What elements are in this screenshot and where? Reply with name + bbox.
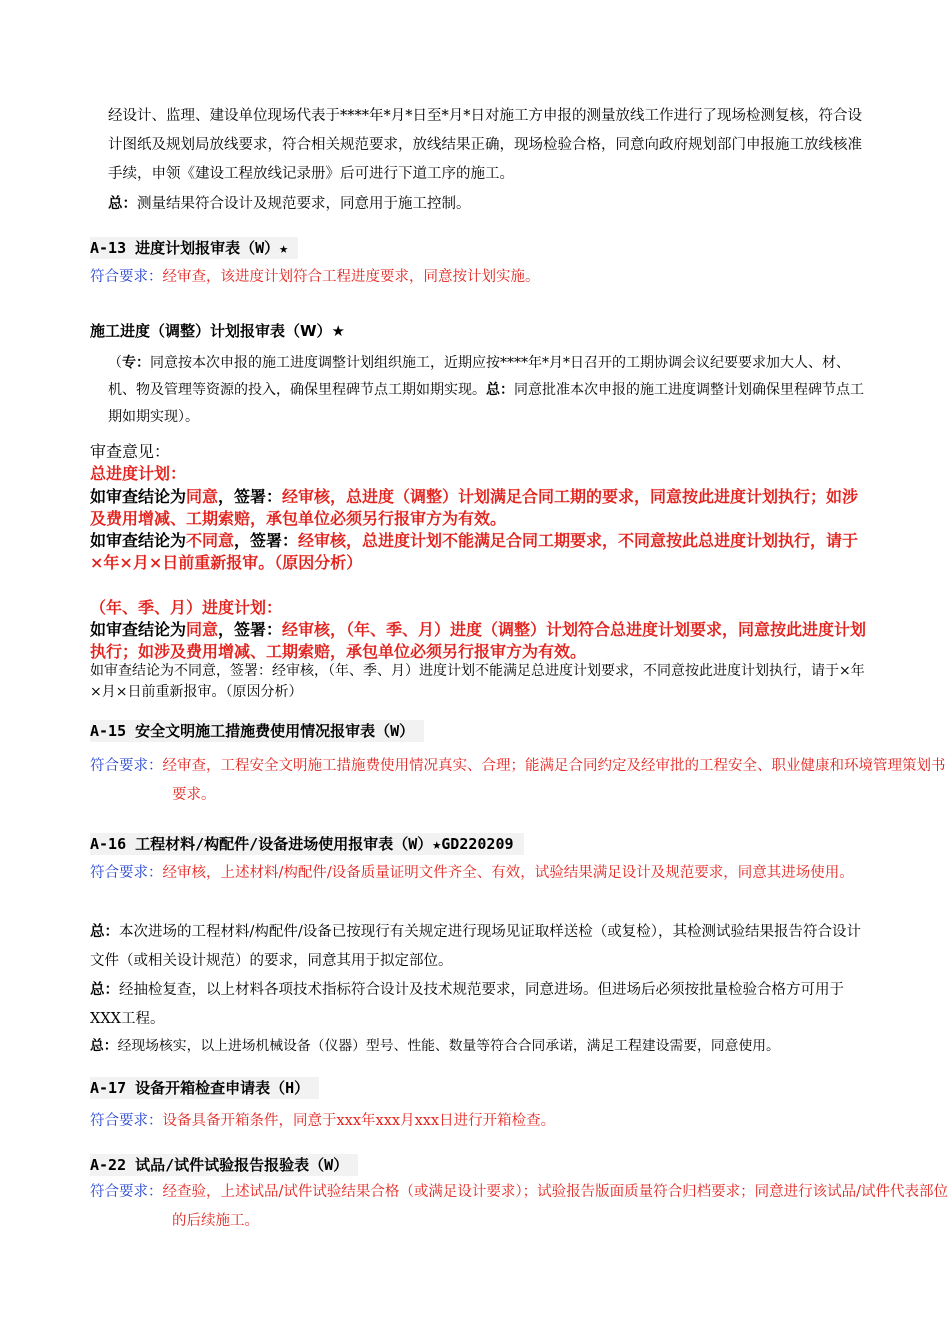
a16-chief-3: 总：经现场核实，以上进场机械设备（仪器）型号、性能、数量等符合合同承诺，满足工程建设需要，同意使用。 [90,1038,780,1054]
adjust-paragraph: （专：同意按本次申报的施工进度调整计划组织施工，近期应按****年*月*日召开的工期协调会议纪要要求加大人、材、机、物及管理等资源的投入，确保里程碑节点工期如期实现。总：同意批准本次申报的施工进度调整计划确保里程碑节点工期如期实现）。 [108,355,864,425]
chief-text: 同意批准本次申报的施工进度调整计划确保里程碑节点工期如期实现）。 [108,382,864,425]
period-agree: 如审查结论为同意，签署：经审核，（年、季、月）进度（调整）计划符合总进度计划要求，同意按此进度计划执行；如涉及费用增减、工期索赔，承包单位必须另行报审方为有效。 [90,620,867,661]
section-a16 [90,833,870,855]
a15-requirement [90,752,950,810]
section-adjust [90,320,870,342]
a16-chief-1: 总：本次进场的工程材料/构配件/设备已按现行有关规定进行现场见证取样送检（或复检），其检测试验结果报告符合设计文件（或相关设计规范）的要求，同意其用于拟定部位。 [90,923,862,969]
a16-requirement [90,859,950,888]
section-title: A-22 试品/试件试验报告报验表（W） [90,1154,358,1176]
survey-text: 经设计、监理、建设单位现场代表于****年*月*日至*月*日对施工方申报的测量放线工作进行了现场检测复核，符合设计图纸及规划局放线要求，符合相关规范要求，放线结果正确，现场检验合格，同意向政府规划部门申报施工放线核准手续，申领《建设工程放线记录册》后可进行下道工序的施工。 [108,108,862,182]
req-label: 符合要求： [90,269,163,285]
review-heading: 审查意见： [90,442,171,461]
chief-label: 总： [108,195,137,212]
total-plan-heading: 总进度计划： [90,464,187,483]
section-title: A-16 工程材料/构配件/设备进场使用报审表（W）★GD220209 [90,833,524,855]
a17-requirement [90,1107,870,1136]
req-text: 经审核，上述材料/构配件/设备质量证明文件齐全、有效，试验结果满足设计及规范要求，同意其进场使用。 [162,865,854,881]
period-plan-heading: （年、季、月）进度计划： [90,598,283,617]
total-agree: 如审查结论为同意，签署：经审核，总进度（调整）计划满足合同工期的要求，同意按此进度计划执行；如涉及费用增减、工期索赔，承包单位必须另行报审方为有效。 [90,487,859,528]
section-title: 施工进度（调整）计划报审表（W）★ [90,322,345,340]
req-text: 设备具备开箱条件，同意于xxx年xxx月xxx日进行开箱检查。 [162,1113,556,1129]
req-label: 符合要求： [90,865,163,881]
specialist-label: 专： [122,355,150,371]
section-title: A-13 进度计划报审表（W）★ [90,237,298,259]
survey-paragraph [108,102,868,189]
section-a22 [90,1154,870,1176]
req-label: 符合要求： [90,1184,163,1200]
specialist-text: 同意按本次申报的施工进度调整计划组织施工，近期应按****年*月*日召开的工期协调会议纪要要求加大人、材、机、物及管理等资源的投入，确保里程碑节点工期如期实现。 [108,355,850,398]
section-a13 [90,237,870,259]
chief-label: 总： [486,382,514,398]
req-label: 符合要求： [90,1113,163,1129]
survey-chief-line [108,189,868,219]
total-disagree: 如审查结论为不同意，签署：经审核，总进度计划不能满足合同工期要求，不同意按此总进度计划执行，请于×年×月×日前重新报审。（原因分析） [90,531,859,572]
a16-chief-2: 总：经抽检复查，以上材料各项技术指标符合设计及技术规范要求，同意进场。但进场后必须按批量检验合格方可用于XXX工程。 [90,981,844,1027]
section-title: A-17 设备开箱检查申请表（H） [90,1077,319,1099]
chief-text: 测量结果符合设计及规范要求，同意用于施工控制。 [137,196,471,212]
section-a15 [90,720,870,742]
req-text: 经审查，工程安全文明施工措施费使用情况真实、合理；能满足合同约定及经审批的工程安全、职业健康和环境管理策划书要求。 [162,758,946,803]
req-text: 经查验，上述试品/试件试验结果合格（或满足设计要求）；试验报告版面质量符合归档要求；同意进行该试品/试件代表部位的后续施工。 [162,1184,949,1229]
a13-requirement [90,263,870,292]
req-text: 经审查，该进度计划符合工程进度要求，同意按计划实施。 [162,269,540,285]
req-label: 符合要求： [90,758,163,774]
period-disagree: 如审查结论为不同意，签署：经审核，（年、季、月）进度计划不能满足总进度计划要求，不同意按此进度计划执行，请于×年×月×日前重新报审。（原因分析） [90,663,865,700]
section-title: A-15 安全文明施工措施费使用情况报审表（W） [90,720,424,742]
a22-requirement [90,1178,950,1236]
section-a17 [90,1077,870,1099]
